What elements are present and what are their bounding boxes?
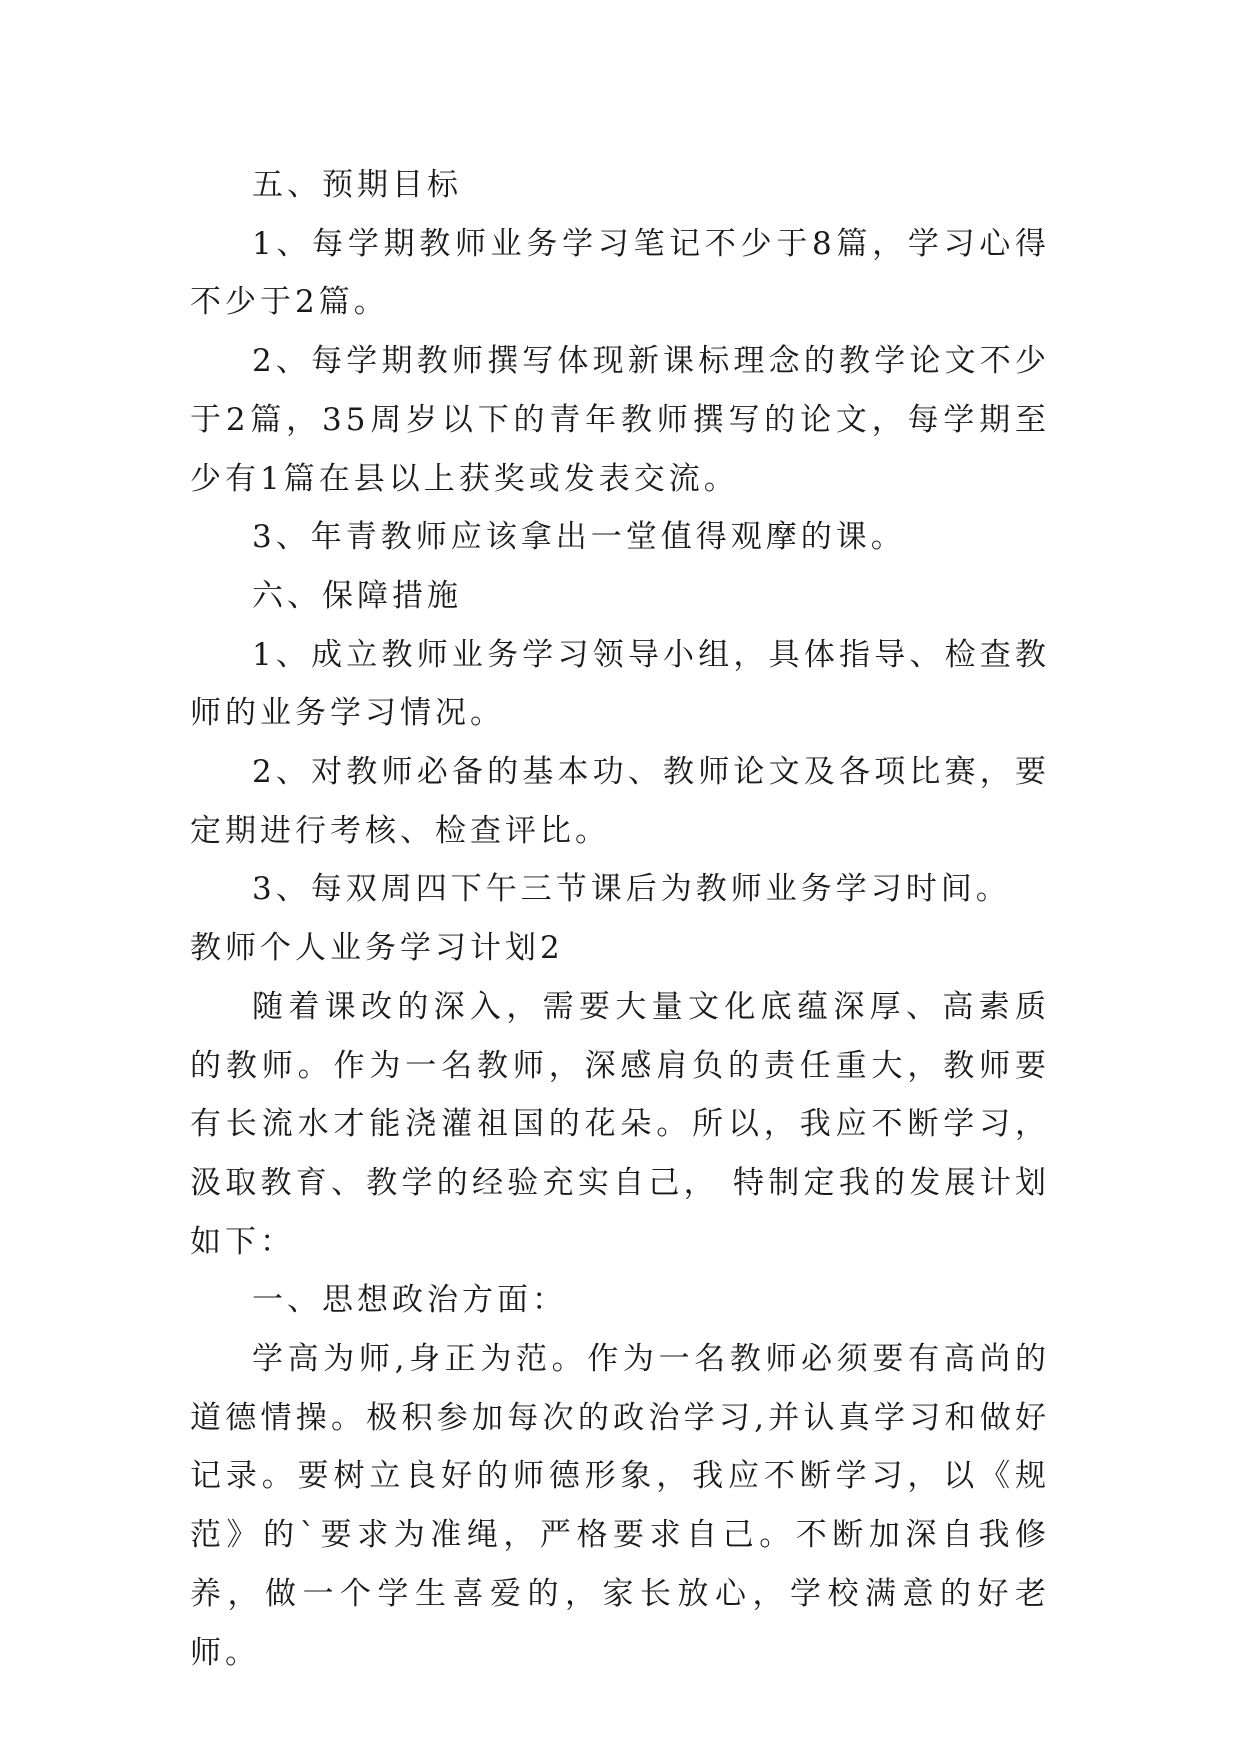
section-heading-expected-goals: 五、预期目标: [252, 167, 462, 203]
paragraph: 3、年青教师应该拿出一堂值得观摩的课。: [252, 519, 906, 556]
paragraph: 3、每双周四下午三节课后为教师业务学习时间。: [252, 871, 1011, 908]
paragraph: 学高为师,身正为范。作为一名教师必须要有高尚的道德情操。极积参加每次的政治学习,并认真学习和做好记录。要树立良好的师德形象，我应不断学习，以《规范》的`要求为准绳，严格要求自己。不断加深自我修养，做一个学生喜爱的，家长放心，学校满意的好老师。: [190, 1341, 1050, 1671]
section-heading-political: 一、思想政治方面：: [252, 1282, 567, 1319]
section-heading-safeguards: 六、保障措施: [252, 577, 462, 614]
paragraph: 1、每学期教师业务学习笔记不少于8篇，学习心得不少于2篇。: [190, 225, 1050, 321]
document-subtitle: 教师个人业务学习计划2: [190, 930, 564, 967]
paragraph: 1、成立教师业务学习领导小组，具体指导、检查教师的业务学习情况。: [190, 636, 1050, 732]
paragraph: 2、对教师必备的基本功、教师论文及各项比赛，要定期进行考核、检查评比。: [190, 754, 1050, 849]
paragraph: 2、每学期教师撰写体现新课标理念的教学论文不少于2篇，35周岁以下的青年教师撰写的论文，每学期至少有1篇在县以上获奖或发表交流。: [190, 343, 1050, 497]
paragraph: 随着课改的深入，需要大量文化底蕴深厚、高素质的教师。作为一名教师，深感肩负的责任重大，教师要有长流水才能浇灌祖国的花朵。所以，我应不断学习，汲取教育、教学的经验充实自己， 特制定我的发展计划如下：: [190, 988, 1050, 1260]
document-body: [190, 156, 1050, 1682]
